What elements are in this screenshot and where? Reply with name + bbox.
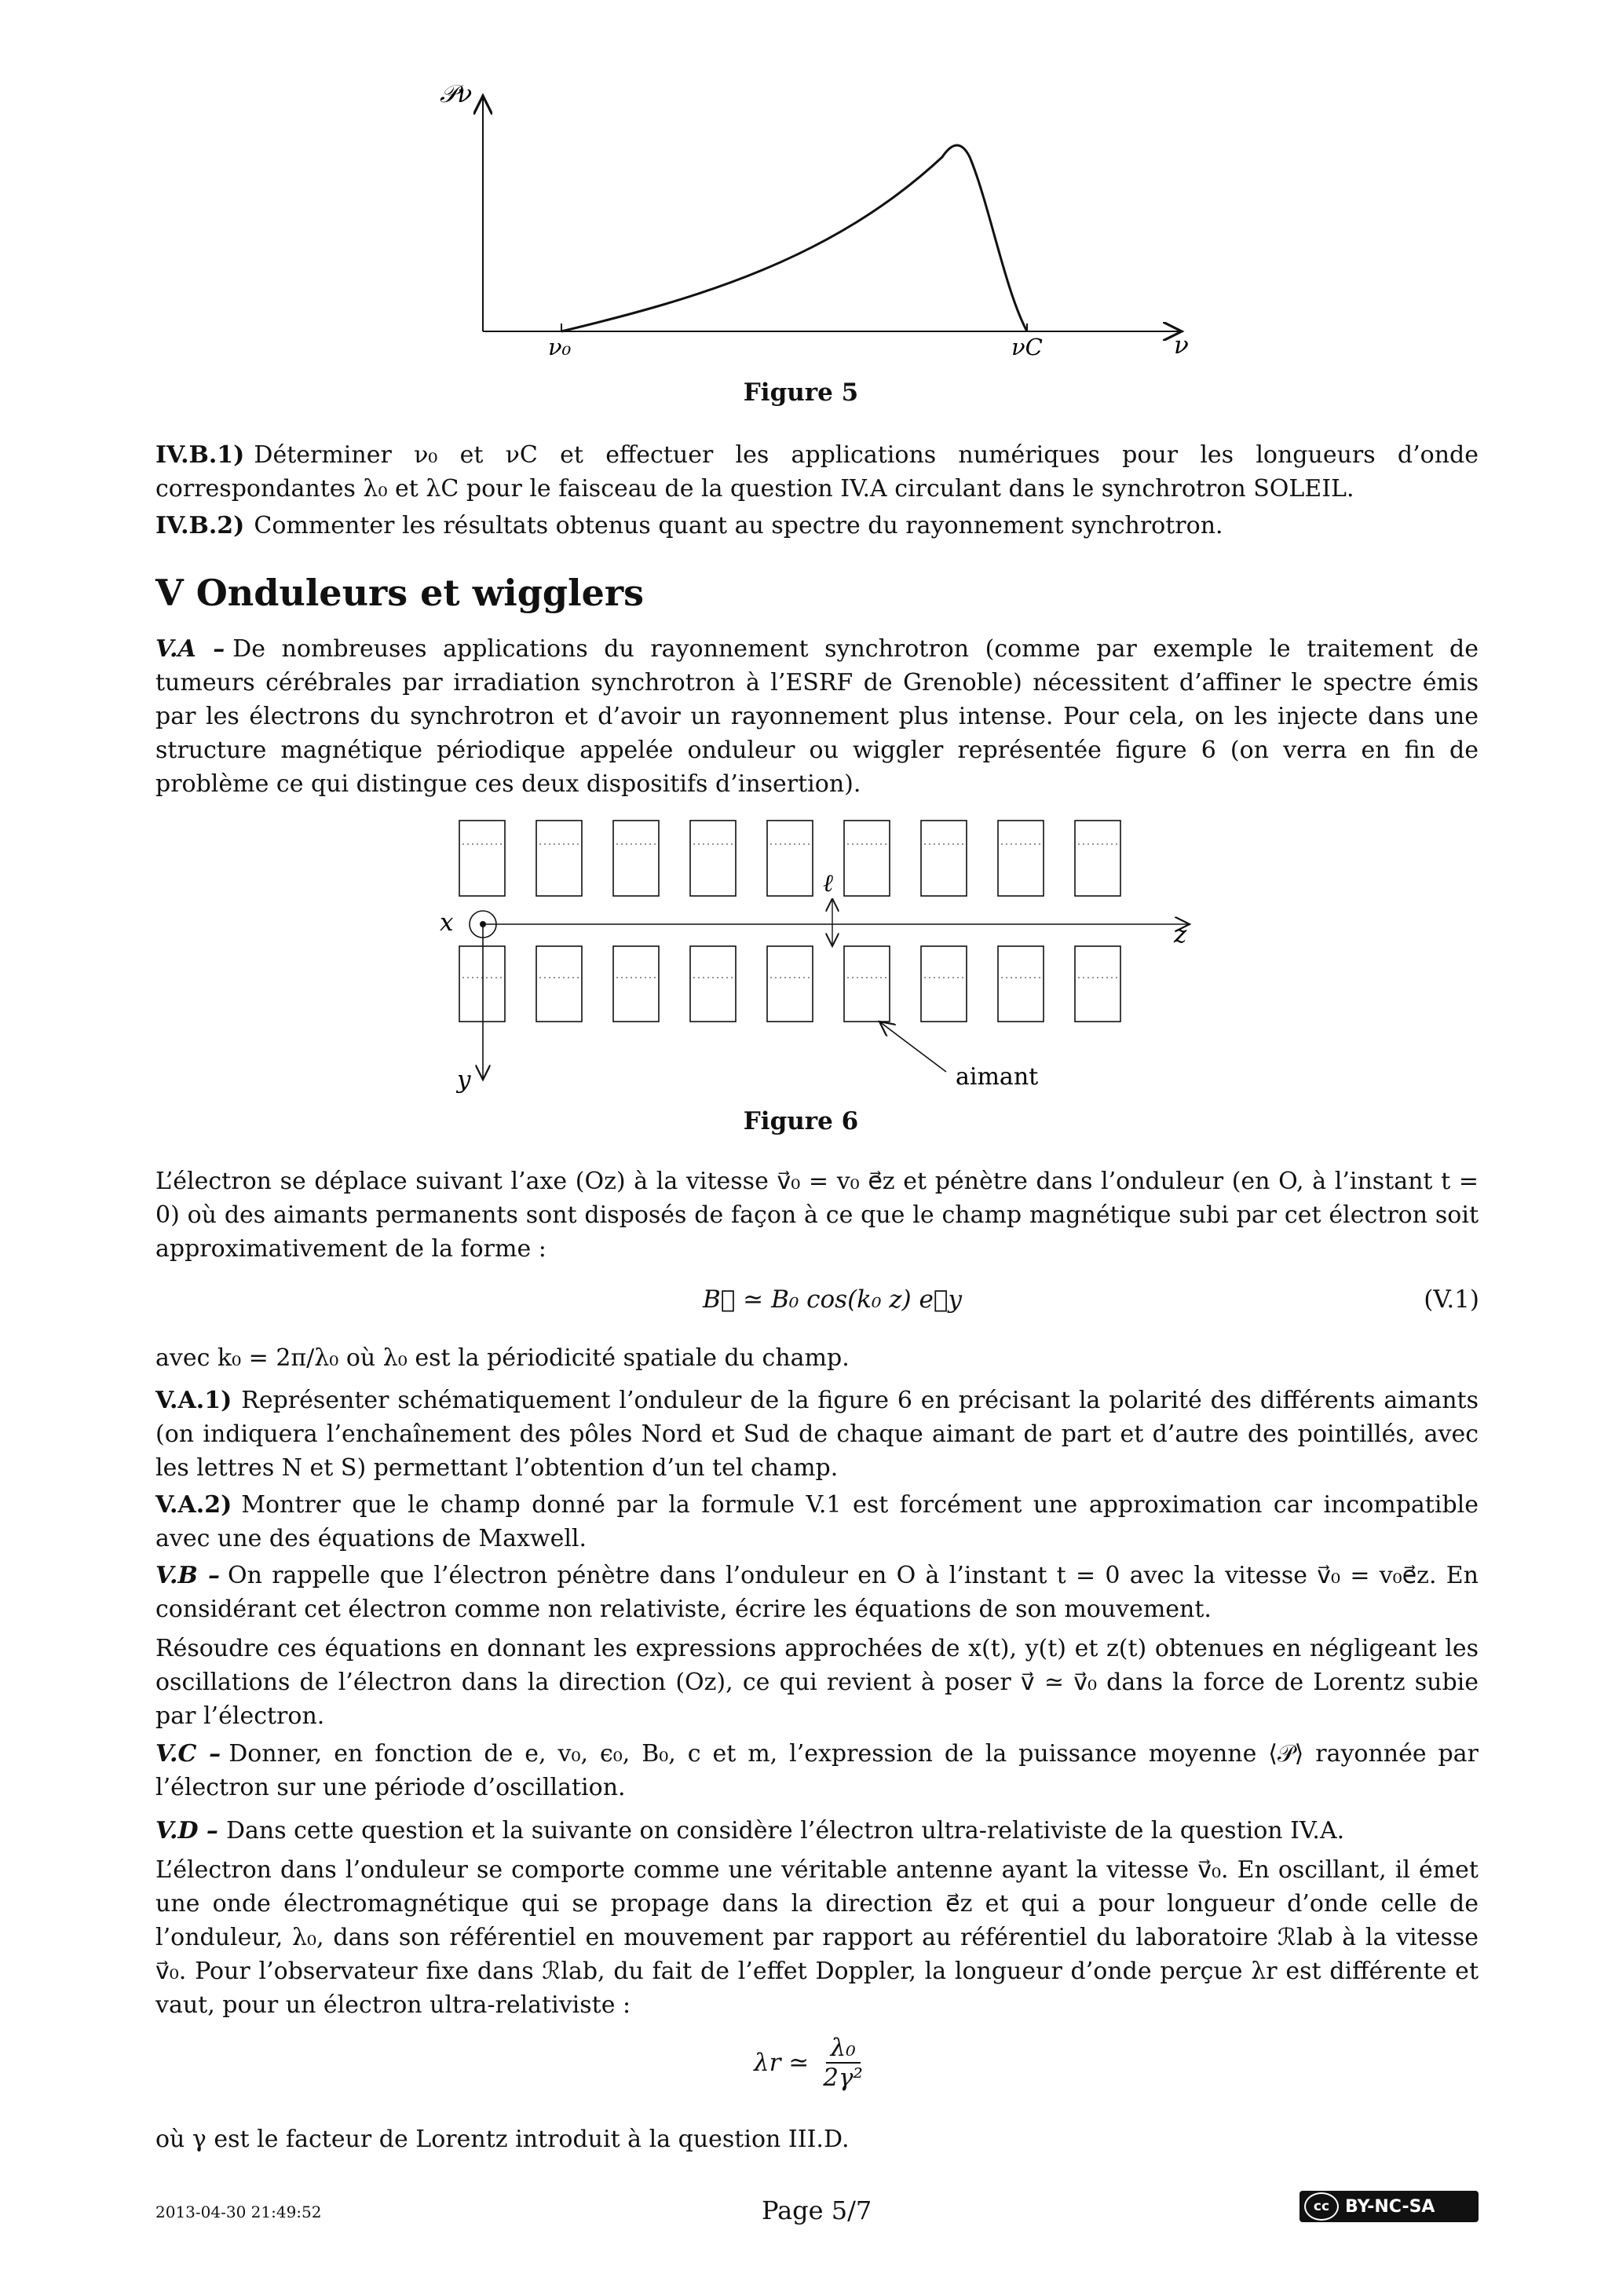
equation-lambda-r [754, 2034, 868, 2092]
paragraph-resoudre: Résoudre ces équations en donnant les expressions approchées de x(t), y(t) et z(t) obtenues en négligeant les oscillations de l’électron dans la direction (Oz), ce qui revient à poser v⃗ ≃ v⃗₀ dans la force de Lorentz subie par l’électron. [155, 1635, 1479, 1730]
aimant-pointer [879, 1022, 946, 1072]
question-VD [155, 1814, 1479, 1848]
question-VC [155, 1737, 1479, 1804]
magnet [921, 821, 967, 896]
magnet [536, 821, 582, 896]
question-text: Représenter schématiquement l’onduleur de la figure 6 en précisant la polarité des différents aimants (on indiquera l’enchaînement des pôles Nord et Sud de chaque aimant de part et d’autre des pointillés, avec les lettres N et S) permettant l’obtention d’un tel champ. [155, 1387, 1479, 1482]
figure-5-plot [440, 79, 1241, 377]
spectrum-curve [561, 145, 1027, 331]
question-VA2 [155, 1488, 1479, 1556]
question-tag: V.B – [155, 1562, 221, 1589]
figure-6-aimant-label: aimant [956, 1063, 1039, 1091]
magnet [459, 946, 505, 1022]
equation-lambda-lhs: λr ≃ [754, 2049, 810, 2077]
magnets-bottom-row [459, 946, 1120, 1022]
paragraph-k0: avec k₀ = 2π/λ₀ où λ₀ est la périodicité spatiale du champ. [155, 1344, 850, 1372]
figure-6-x-label: x [440, 909, 454, 937]
magnet [844, 946, 890, 1022]
magnet [690, 821, 736, 896]
paragraph-electron: L’électron se déplace suivant l’axe (Oz) à la vitesse v⃗₀ = v₀ e⃗z et pénètre dans l’onduleur (en O, à l’instant t = 0) où des aimants permanents sont disposés de façon à ce que le champ magnétique subi par cet électron soit approximativement de la forme : [155, 1168, 1479, 1263]
paragraph-gamma: où γ est le facteur de Lorentz introduit à la question III.D. [155, 2126, 850, 2153]
question-text: Déterminer ν₀ et νC et effectuer les applications numériques pour les longueurs d’onde correspondantes λ₀ et λC pour le faisceau de la question IV.A circulant dans le synchrotron SOLEIL. [155, 441, 1479, 503]
question-tag: V.A – [155, 635, 225, 663]
magnet [844, 821, 890, 896]
cc-icon: cc [1304, 2192, 1339, 2221]
equation-lambda-fraction [818, 2034, 868, 2092]
figure-5-caption: Figure 5 [743, 378, 859, 407]
magnet [998, 821, 1044, 896]
question-tag: V.D – [155, 1817, 218, 1844]
figure-6-z-label: z [1174, 920, 1187, 949]
question-text: On rappelle que l’électron pénètre dans l’onduleur en O à l’instant t = 0 avec la vitesse v⃗₀ = v₀e⃗z. En considérant cet électron comme non relativiste, écrire les équations de son mouvement. [155, 1562, 1479, 1623]
magnet [921, 946, 967, 1022]
question-IVB2 [155, 509, 1479, 543]
magnet [459, 821, 505, 896]
figure-5-tick-nuC-label: νC [1011, 334, 1043, 360]
question-text: De nombreuses applications du rayonnement synchrotron (comme par exemple le traitement de tumeurs cérébrales par irradiation synchrotron à l’ESRF de Grenoble) nécessitent d’affiner le spectre émis par les électrons du synchrotron et d’avoir un rayonnement plus intense. Pour cela, on les injecte dans une structure magnétique périodique appelée onduleur ou wiggler représentée figure 6 (on verra en fin de problème ce qui distingue ces deux dispositifs d’insertion). [155, 635, 1479, 798]
figure-6-l-label: ℓ [823, 869, 833, 898]
question-text: Dans cette question et la suivante on considère l’électron ultra-relativiste de la question IV.A. [225, 1817, 1345, 1844]
question-tag: V.A.1) [155, 1387, 232, 1414]
question-VB [155, 1559, 1479, 1626]
magnet [613, 821, 659, 896]
magnet [536, 946, 582, 1022]
figure-5-tick-nu0-label: ν₀ [548, 334, 572, 360]
question-tag: IV.B.2) [155, 512, 245, 539]
question-tag: IV.B.1) [155, 441, 245, 469]
equation-lambda-numerator: λ₀ [826, 2034, 861, 2064]
magnet [690, 946, 736, 1022]
magnets-top-row [459, 821, 1120, 896]
footer-page-number: Page 5/7 [762, 2195, 872, 2225]
footer-date: 2013-04-30 21:49:52 [155, 2203, 322, 2221]
magnet [767, 946, 813, 1022]
question-tag: V.A.2) [155, 1491, 232, 1519]
question-tag: V.C – [155, 1740, 221, 1768]
figure-5-y-label: 𝒫ν [440, 80, 473, 108]
magnet [998, 946, 1044, 1022]
magnet [613, 946, 659, 1022]
equation-lambda-denominator: 2γ² [823, 2064, 863, 2092]
figure-6-undulator [436, 813, 1221, 1103]
license-badge [1299, 2191, 1479, 2222]
question-text: Donner, en fonction de e, v₀, ϵ₀, B₀, c et m, l’expression de la puissance moyenne ⟨𝒫⟩ rayonnée par l’électron sur une période d’oscillation. [155, 1740, 1479, 1801]
figure-6-y-label: y [457, 1066, 471, 1094]
paragraph-antenne: L’électron dans l’onduleur se comporte comme une véritable antenne ayant la vitesse v⃗₀. En oscillant, il émet une onde électromagnétique qui se propage dans la direction e⃗z et qui a pour longueur d’onde celle de l’onduleur, λ₀, dans son référentiel en mouvement par rapport au référentiel du laboratoire ℛlab à la vitesse v⃗₀. Pour l’observateur fixe dans ℛlab, du fait de l’effet Doppler, la longueur d’onde perçue λr est différente et vaut, pour un électron ultra-relativiste : [155, 1856, 1479, 2019]
figure-5-x-label: ν [1174, 331, 1189, 360]
figure-6-caption: Figure 6 [743, 1107, 859, 1135]
question-VA1 [155, 1384, 1479, 1485]
question-text: Commenter les résultats obtenus quant au spectre du rayonnement synchrotron. [254, 512, 1223, 539]
license-label: BY-NC-SA [1345, 2196, 1435, 2217]
equation-V1-number: (V.1) [1424, 1285, 1479, 1314]
magnet [1075, 821, 1120, 896]
question-IVB1 [155, 438, 1479, 506]
question-VA [155, 632, 1479, 801]
section-title: V Onduleurs et wigglers [155, 572, 644, 614]
magnet [1075, 946, 1120, 1022]
magnet [767, 821, 813, 896]
question-text: Montrer que le champ donné par la formule V.1 est forcément une approximation car incompatible avec une des équations de Maxwell. [155, 1491, 1479, 1552]
equation-V1: B⃗ ≃ B₀ cos(k₀ z) e⃗y [703, 1285, 962, 1314]
